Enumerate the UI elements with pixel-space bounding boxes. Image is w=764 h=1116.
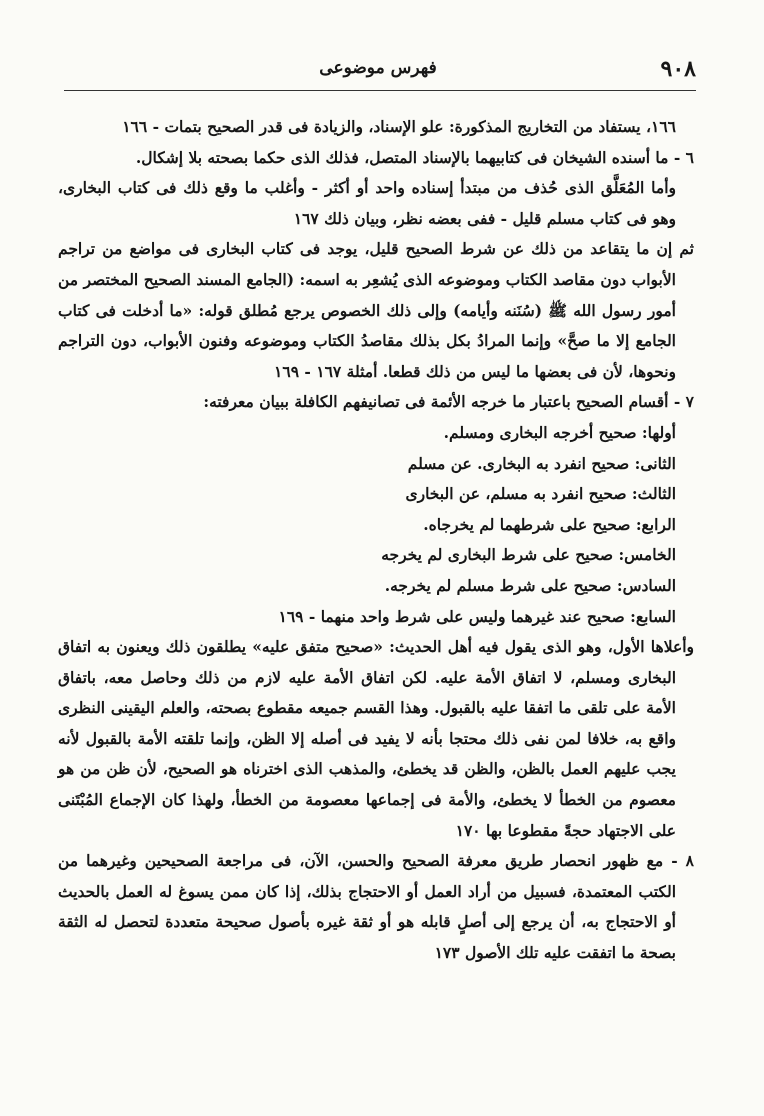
paragraph-muallaq: وأما المُعَلَّق الذى حُذف من مبتدأ إسناده واحد أو أكثر - وأغلب ما وقع ذلك فى كتاب البخارى، وهو فى كتاب مسلم قليل - ففى بعضه نظر، وبيان ذلك ١٦٧ (58, 178, 676, 228)
division-item (58, 571, 694, 602)
division-text: صحيح على شرط البخارى لم يخرجه (381, 545, 619, 565)
page-header (60, 50, 696, 90)
division-ordinal: السابع: (630, 606, 676, 626)
division-item (58, 540, 694, 571)
page-number: ٩٠٨ (660, 56, 696, 82)
division-item (58, 449, 694, 480)
point-8: ٨ - مع ظهور انحصار طريق معرفة الصحيح والحسن، الآن، فى مراجعة الصحيحين وغيرهما من الكتب المعتمدة، فسبيل من أراد العمل أو الاحتجاج بذلك، إذا كان ممن يسوغ له العمل بالحديث أو الاحتجاج به، أن يرجع إلى أصلٍ قابله هو أو ثقة غيره بأصول صحيحة متعددة لتحصل له الثقة بصحة ما اتفقت عليه تلك الأصول ١٧٣ (58, 851, 694, 963)
division-text: صحيح عند غيرهما وليس على شرط واحد منهما - ١٦٩ (278, 606, 631, 626)
division-text: صحيح أخرجه البخارى ومسلم. (443, 422, 642, 442)
division-text: صحيح على شرطهما لم يخرجاه. (423, 514, 636, 534)
point-6: ٦ - ما أسنده الشيخان فى كتابيهما بالإسناد المتصل، فذلك الذى حكما بصحته بلا إشكال. (135, 147, 694, 167)
header-rule (64, 90, 696, 91)
division-text: صحيح انفرد به البخارى. عن مسلم (407, 453, 635, 473)
division-ordinal: الثالث: (631, 484, 676, 504)
division-item (58, 418, 694, 449)
paragraph-highest-rank: وأعلاها الأول، وهو الذى يقول فيه أهل الحديث: «صحيح متفق عليه» يطلقون ذلك ويعنون به اتفاق البخارى ومسلم، لا اتفاق الأمة عليه. لكن اتفاق الأمة عليه لازم من ذلك وحاصل معه، باتفاق الأمة على تلقى ما اتفقا عليه بالقبول. وهذا القسم جميعه مقطوع بصحته، والعلم اليقينى النظرى واقع به، خلافا لمن نفى ذلك محتجا بأنه لا يفيد فى أصله إلا الظن، وإنما تلقته الأمة بالقبول لأنه يجب عليهم العمل بالظن، والظن قد يخطئ، والمذهب الذى اخترناه هو الصحيح، لأن ظن من هو معصوم من الخطأ لا يخطئ، والأمة فى إجماعها معصومة من الخطأ، ولهذا كان الإجماع المُبْتَنى على الاجتهاد حجةً مقطوعا بها ١٧٠ (58, 637, 694, 840)
paragraph-tarajim: ثم إن ما يتقاعد من ذلك عن شرط الصحيح قليل، يوجد فى كتاب البخارى فى مواضع من تراجم الأبواب دون مقاصد الكتاب وموضوعه الذى يُشعِر به اسمه: (الجامع المسند الصحيح المختصر من أمور رسول الله ﷺ (سُنَنه وأيامه) وإلى ذلك الخصوص يرجع مُطلق قوله: «ما أدخلت فى كتاب الجامع إلا ما صحَّ» وإنما المرادُ بكل بذلك مقاصدُ الكتاب وموضوعه وفنون الأبواب، دون التراجم ونحوها، لأن فى بعضها ما ليس من ذلك قطعا. أمثلة ١٦٧ - ١٦٩ (58, 239, 694, 381)
running-title: فهرس موضوعى (319, 58, 437, 78)
division-ordinal: السادس: (616, 575, 676, 595)
division-ordinal: الرابع: (635, 514, 676, 534)
point-7: ٧ - أقسام الصحيح باعتبار ما خرجه الأئمة فى تصانيفهم الكافلة ببيان معرفته: (203, 392, 694, 412)
division-item (58, 479, 694, 510)
division-ordinal: أولها: (641, 422, 676, 442)
division-item (58, 510, 694, 541)
division-ordinal: الثانى: (634, 453, 676, 473)
division-text: صحيح انفرد به مسلم، عن البخارى (405, 484, 632, 504)
page-body (58, 112, 694, 969)
paragraph-continuation: ١٦٦، يستفاد من التخاريج المذكورة: علو الإسناد، والزيادة فى قدر الصحيح بتمات - ١٦٦ (122, 117, 676, 136)
sahih-divisions-list (58, 418, 694, 632)
division-text: صحيح على شرط مسلم لم يخرجه. (384, 575, 617, 595)
division-item (58, 602, 694, 633)
division-ordinal: الخامس: (618, 545, 676, 565)
